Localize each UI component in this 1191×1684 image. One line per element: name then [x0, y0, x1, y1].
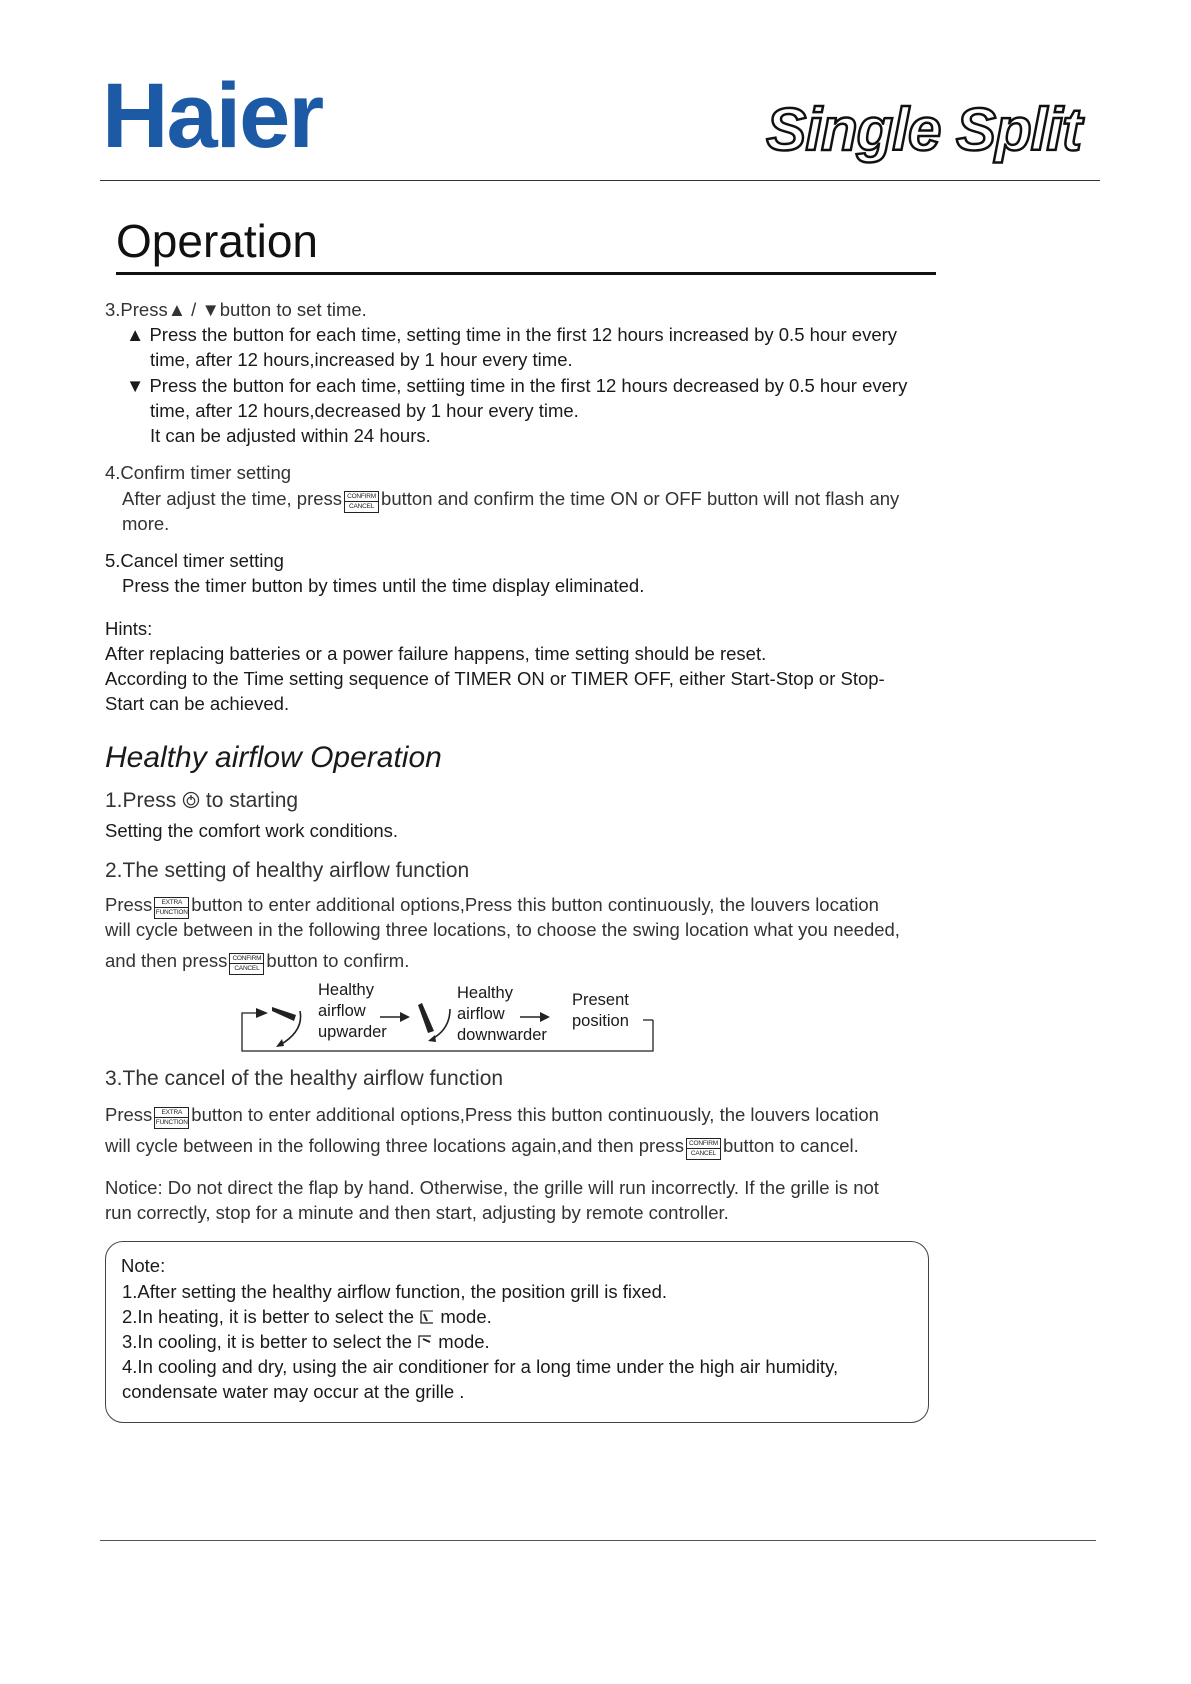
timer-step4: 4.Confirm timer setting	[105, 462, 292, 483]
timer-down-line1: ▼ Press the button for each time, settiing time in the first 12 hours decreased by 0.5 hour every	[126, 375, 908, 396]
note-line4: 4.In cooling and dry, using the air conditioner for a long time under the high air humidity,	[122, 1356, 839, 1377]
notice-line1: Notice: Do not direct the flap by hand. Otherwise, the grille will run incorrectly. If the grille is not	[105, 1177, 879, 1198]
product-title: Single Split	[766, 96, 1081, 163]
extra-function-button-icon: EXTRA FUNCTION	[154, 897, 189, 919]
healthy-step2-title: 2.The setting of healthy airflow function	[105, 859, 470, 882]
healthy-step2-line3: and then press CONFIRM CANCEL button to confirm.	[105, 948, 409, 975]
healthy-step3-title: 3.The cancel of the healthy airflow function	[105, 1067, 504, 1090]
timer-step5: 5.Cancel timer setting	[105, 550, 284, 571]
extra-function-button-icon: EXTRA FUNCTION	[154, 1107, 189, 1129]
note-title: Note:	[121, 1255, 166, 1276]
healthy-step3-line1: Press EXTRA FUNCTION button to enter additional options,Press this button continuously, the louvers location	[105, 1102, 879, 1129]
downward-louver-icon	[418, 1003, 450, 1042]
confirm-cancel-button-icon: CONFIRM CANCEL	[229, 953, 264, 975]
note-line3: 3.In cooling, it is better to select the mode.	[122, 1331, 490, 1352]
hints-line2: According to the Time setting sequence of TIMER ON or TIMER OFF, either Start-Stop or Stop-	[105, 668, 885, 689]
step4-text-b: button and confirm the time ON or OFF button will not flash any	[381, 488, 900, 509]
healthy-step1-text: Setting the comfort work conditions.	[105, 820, 399, 841]
healthy-step1: 1.Press to starting	[105, 789, 299, 812]
note-line1: 1.After setting the healthy airflow function, the position grill is fixed.	[122, 1281, 668, 1302]
timer-step4-text	[122, 486, 899, 513]
hints-title: Hints:	[105, 618, 153, 639]
timer-adjust-range: It can be adjusted within 24 hours.	[150, 425, 431, 446]
heating-mode-icon	[419, 1306, 435, 1322]
section-title: Operation	[116, 215, 319, 267]
cooling-mode-icon	[417, 1331, 433, 1347]
timer-up-line1: ▲ Press the button for each time, setting time in the first 12 hours increased by 0.5 hour every	[126, 324, 898, 345]
upward-louver-icon	[272, 1007, 301, 1047]
timer-step4-text-c: more.	[122, 513, 170, 534]
timer-step5-text: Press the timer button by times until the time display eliminated.	[122, 575, 645, 596]
haier-logo: Haier	[102, 65, 323, 167]
footer-divider	[100, 1540, 1096, 1541]
diagram-present-label: Present position	[572, 991, 629, 1030]
confirm-cancel-button-icon: CONFIRM CANCEL	[344, 491, 379, 513]
hints-line3: Start can be achieved.	[105, 693, 290, 714]
note-line5: condensate water may occur at the grille .	[122, 1381, 465, 1402]
hints-line1: After replacing batteries or a power failure happens, time setting should be reset.	[105, 643, 767, 664]
step4-text-a: After adjust the time, press	[122, 488, 343, 509]
diagram-downward-label: Healthy airflow downwarder	[457, 984, 547, 1044]
timer-down-line2: time, after 12 hours,decreased by 1 hour every time.	[150, 400, 579, 421]
healthy-step2-line1: Press EXTRA FUNCTION button to enter additional options,Press this button continuously, the louvers location	[105, 892, 879, 919]
healthy-airflow-title: Healthy airflow Operation	[105, 741, 442, 774]
healthy-step3-line2: will cycle between in the following three locations again,and then press CONFIRM CANCEL button to cancel.	[105, 1133, 859, 1160]
section-title-underline	[116, 272, 936, 275]
note-line2: 2.In heating, it is better to select the mode.	[122, 1306, 492, 1327]
power-icon	[182, 791, 200, 809]
confirm-cancel-button-icon: CONFIRM CANCEL	[686, 1138, 721, 1160]
timer-up-line2: time, after 12 hours,increased by 1 hour every time.	[150, 349, 573, 370]
header-divider	[100, 180, 1100, 181]
healthy-step2-line2: will cycle between in the following three locations, to choose the swing location what you needed,	[105, 919, 900, 940]
notice-line2: run correctly, stop for a minute and then start, adjusting by remote controller.	[105, 1202, 729, 1223]
timer-step3: 3.Press▲ / ▼button to set time.	[105, 299, 367, 320]
diagram-upward-label: Healthy airflow upwarder	[318, 981, 387, 1041]
